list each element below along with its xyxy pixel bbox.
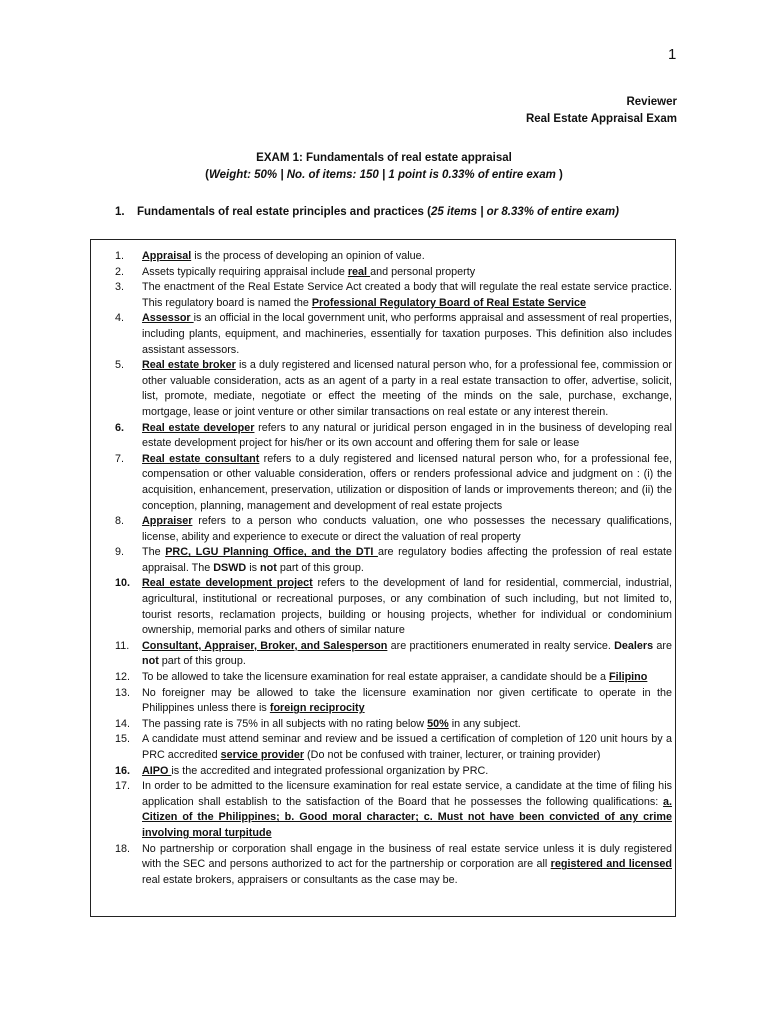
list-item [115,670,672,686]
item-number: 8. [115,515,125,528]
list-item [115,311,672,358]
reviewer-items-box [90,239,676,917]
item-number: 16. [115,764,131,777]
item-key-term: Dealers [614,639,654,652]
item-text: is the process of developing an opinion of value. [191,250,425,262]
page-number: 1 [668,46,677,63]
item-key-term: Consultant, Appraiser, Broker, and Salesperson [142,639,388,652]
list-item [115,842,672,889]
item-text: refers to the development of land for residential, commercial, industrial, agricultural, institutional or recreational purposes, or any combination of such including, but not limited to, tourist resorts, reclamation projects, building or housing projects, whether for individual or condominium ownership, memorial parks and others of similar nature [142,577,672,637]
list-item [115,545,672,576]
item-key-term: not [142,655,159,668]
header-exam-name: Real Estate Appraisal Exam [525,113,677,125]
item-key-term: Filipino [608,671,648,684]
list-item [115,280,672,311]
item-number: 18. [115,842,131,855]
item-key-term: AIPO [142,764,172,777]
item-text: refers to a duly registered and licensed natural person who, for a professional fee, compensation or other valuable consideration, offers or renders professional advice and judgment on : (i) the acquisition, enhancement, preservation, utilization or disposition of lands or improvements thereon; and (ii) the conception, planning, management and development of real estate projects [142,452,672,512]
item-key-term: Real estate consultant [142,452,260,465]
exam-weight: Weight: 50% | No. of items: 150 | 1 point is 0.33% of entire exam [208,169,556,181]
item-text: is the accredited and integrated professional organization by PRC. [171,764,489,777]
item-key-term: Real estate developer [142,421,255,434]
item-text: Assets typically requiring appraisal include [142,265,348,278]
item-text: in any subject. [448,717,521,730]
item-number: 4. [115,312,125,325]
item-text: are practitioners enumerated in realty service. [387,639,615,652]
list-item [115,249,672,265]
item-number: 17. [115,780,131,793]
list-item [115,514,672,545]
item-key-term: service provider [220,749,305,761]
item-text: The [142,546,166,559]
item-number: 3. [115,281,125,294]
item-key-term: real [347,265,371,278]
section-heading [115,204,619,220]
item-text: are regulatory bodies affecting the profession of real estate appraisal. The [142,546,672,574]
item-text: and personal property [370,265,476,278]
item-key-term: Real estate development project [142,577,313,590]
item-text: (Do not be confused with trainer, lecturer, or training provider) [304,749,601,761]
item-text: No foreigner may be allowed to take the licensure examination nor given certificate to operate in the Philippines unless there is [142,686,672,715]
item-number: 15. [115,733,131,746]
exam-title: EXAM 1: Fundamentals of real estate appraisal [256,152,512,164]
item-number: 10. [115,577,131,590]
item-text: are [653,639,672,652]
list-item [115,732,672,763]
list-item [115,421,672,452]
item-number: 11. [115,639,130,652]
list-item [115,452,672,514]
section-title: Fundamentals of real estate principles and practices ( [137,206,431,218]
list-item [115,265,672,281]
section-items-note: 25 items | or 8.33% of entire exam) [430,206,619,218]
item-text: is [246,561,261,574]
item-key-term: 50% [427,717,449,730]
item-key-term: Appraiser [142,515,193,528]
list-item [115,576,672,638]
list-item [115,358,672,420]
exam-subtitle: (Weight: 50% | No. of items: 150 | 1 point is 0.33% of entire exam ) [205,169,563,181]
item-number: 6. [115,421,125,434]
item-key-term: foreign reciprocity [269,702,365,715]
item-number: 13. [115,686,131,699]
section-number: 1. [115,206,125,218]
item-text: part of this group. [158,655,246,668]
item-text: A candidate must attend seminar and review and be issued a certification of completion of 120 unit hours by a PRC accredited [142,733,672,761]
item-text: refers to any natural or juridical person engaged in in the business of developing real estate development project for his/her or its own account and offering them for sale or lease [142,421,672,450]
item-number: 1. [115,250,125,262]
item-text: To be allowed to take the licensure examination for real estate appraiser, a candidate should be a [142,671,609,684]
reviewer-items-list [115,249,672,888]
list-item [115,686,672,717]
item-text: The enactment of the Real Estate Service Act created a body that will regulate the real estate service practice. This regulatory board is named the [142,281,672,309]
item-text: real estate brokers, appraisers or consultants as the case may be. [142,873,458,886]
list-item [115,717,672,733]
list-item [115,764,672,780]
item-number: 5. [115,359,125,372]
item-key-term: a. Citizen of the Philippines; b. Good moral character; c. Must not have been convicted of any crime involving moral turpitude [142,795,672,839]
item-key-term: not [260,561,277,574]
item-text: In order to be admitted to the licensure examination for real estate service, a candidate at the time of filing his application shall establish to the satisfaction of the Board that he possesses the following qualifications: [142,780,672,808]
item-number: 12. [115,671,131,684]
item-key-term: Appraisal [142,250,192,262]
item-key-term: DSWD [213,561,247,574]
item-text: is an official in the local government unit, who performs appraisal and assessment of real properties, including plants, equipment, and machineries, essentially for taxation purposes. This definition also includes assistant assessors. [142,312,672,356]
item-number: 7. [115,452,125,465]
item-key-term: Assessor [142,312,194,325]
list-item [115,779,672,841]
item-number: 9. [115,546,125,559]
exam-title-block [0,150,768,184]
item-text: is a duly registered and licensed natural person who, for a professional fee, commission or other valuable consideration, acts as an agent of a party in a real estate transaction to offer, advertise, solicit, list, promote, mediate, negotiate or effect the meeting of the minds on the sale, purchase, exchange, mortgage, lease or joint venture or other similar transactions on real estate or any interest therein. [142,359,672,418]
document-header [526,94,677,128]
item-text: refers to a person who conducts valuation, one who possesses the necessary qualifications, license, ability and experience to execute or direct the valuation of real property [142,515,672,543]
item-text: part of this group. [276,561,364,574]
item-text: The passing rate is 75% in all subjects with no rating below [142,717,428,730]
header-reviewer: Reviewer [626,96,677,108]
item-key-term: Professional Regulatory Board of Real Estate Service [311,296,587,309]
item-key-term: PRC, LGU Planning Office, and the DTI [165,546,378,559]
item-number: 14. [115,717,131,730]
item-text: No partnership or corporation shall engage in the business of real estate service unless it is duly registered with the SEC and persons authorized to act for the partnership or corporation are all [142,842,672,871]
list-item [115,639,672,670]
item-key-term: Real estate broker [142,359,236,372]
item-number: 2. [115,265,125,278]
item-key-term: registered and licensed [550,858,672,871]
